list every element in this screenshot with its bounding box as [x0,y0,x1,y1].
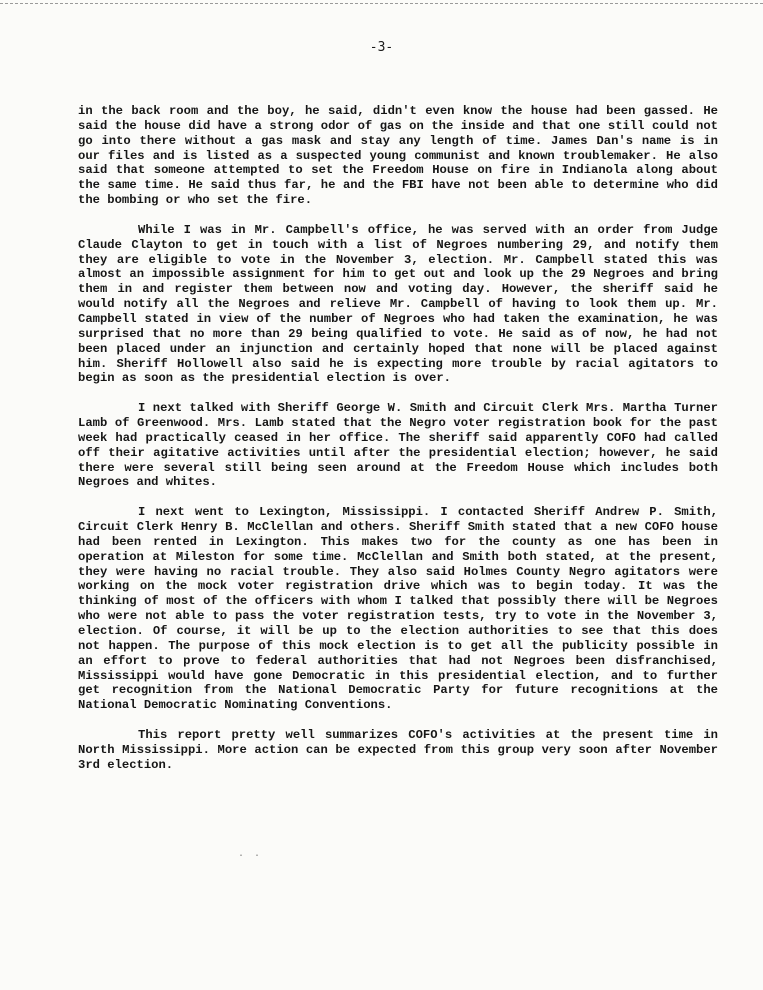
paragraph-2: While I was in Mr. Campbell's office, he was served with an order from Judge Claude Clayton to get in touch with a list of Negroes numbering 29, and notify them they are eligible to vote in the November 3, election. Mr. Campbell stated this was almost an impossible assignment for him to get out and look up the 29 Negroes and bring them in and register them between now and voting day. However, the sheriff said he would notify all the Negroes and relieve Mr. Campbell of having to look them up. Mr. Campbell stated in view of the number of Negroes who had taken the examination, he was surprised that no more than 29 being qualified to vote. He said as of now, he had not been placed under an injunction and certainly hoped that none will be placed against him. Sheriff Hollowell also said he is expecting more trouble by racial agitators to begin as soon as the presidential election is over. [78,222,718,386]
page-number: -3- [369,40,394,55]
paragraph-1: in the back room and the boy, he said, didn't even know the house had been gassed. He said the house did have a strong odor of gas on the inside and that one still could not go into there without a gas mask and stay any length of time. James Dan's name is in our files and is listed as a suspected young communist and known troublemaker. He also said that someone attempted to set the Freedom House on fire in Indianola along about the same time. He said thus far, he and the FBI have not been able to determine who did the bombing or who set the fire. [78,104,718,208]
report-body [78,104,718,788]
top-edge-rule [0,0,763,4]
paragraph-4: I next went to Lexington, Mississippi. I contacted Sheriff Andrew P. Smith, Circuit Clerk Henry B. McClellan and others. Sheriff Smith stated that a new COFO house had been rented in Lexington. This makes two for the county as one has been in operation at Mileston for some time. McClellan and Smith both stated, at the present, they were having no racial trouble. They also said Holmes County Negro agitators were working on the mock voter registration drive which was to begin today. It was the thinking of most of the officers with whom I talked that possibly there will be Negroes who were not able to pass the voter registration tests, try to vote in the November 3, election. Of course, it will be up to the election authorities to see that this does not happen. The purpose of this mock election is to get all the publicity possible in an effort to prove to federal authorities that had not Negroes been disfranchised, Mississippi would have gone Democratic in this presidential election, and to further get recognition from the National Democratic Party for future recognitions at the National Democratic Nominating Conventions. [78,505,718,713]
paragraph-3: I next talked with Sheriff George W. Smith and Circuit Clerk Mrs. Martha Turner Lamb of Greenwood. Mrs. Lamb stated that the Negro voter registration book for the past week had practically ceased in her office. The sheriff said apparently COFO had called off their agitative activities until after the presidential election; however, he said there were several still being seen around at the Freedom House which includes both Negroes and whites. [78,401,718,490]
stray-marks: . . [238,848,263,859]
paragraph-5: This report pretty well summarizes COFO's activities at the present time in North Mississippi. More action can be expected from this group very soon after November 3rd election. [78,728,718,772]
